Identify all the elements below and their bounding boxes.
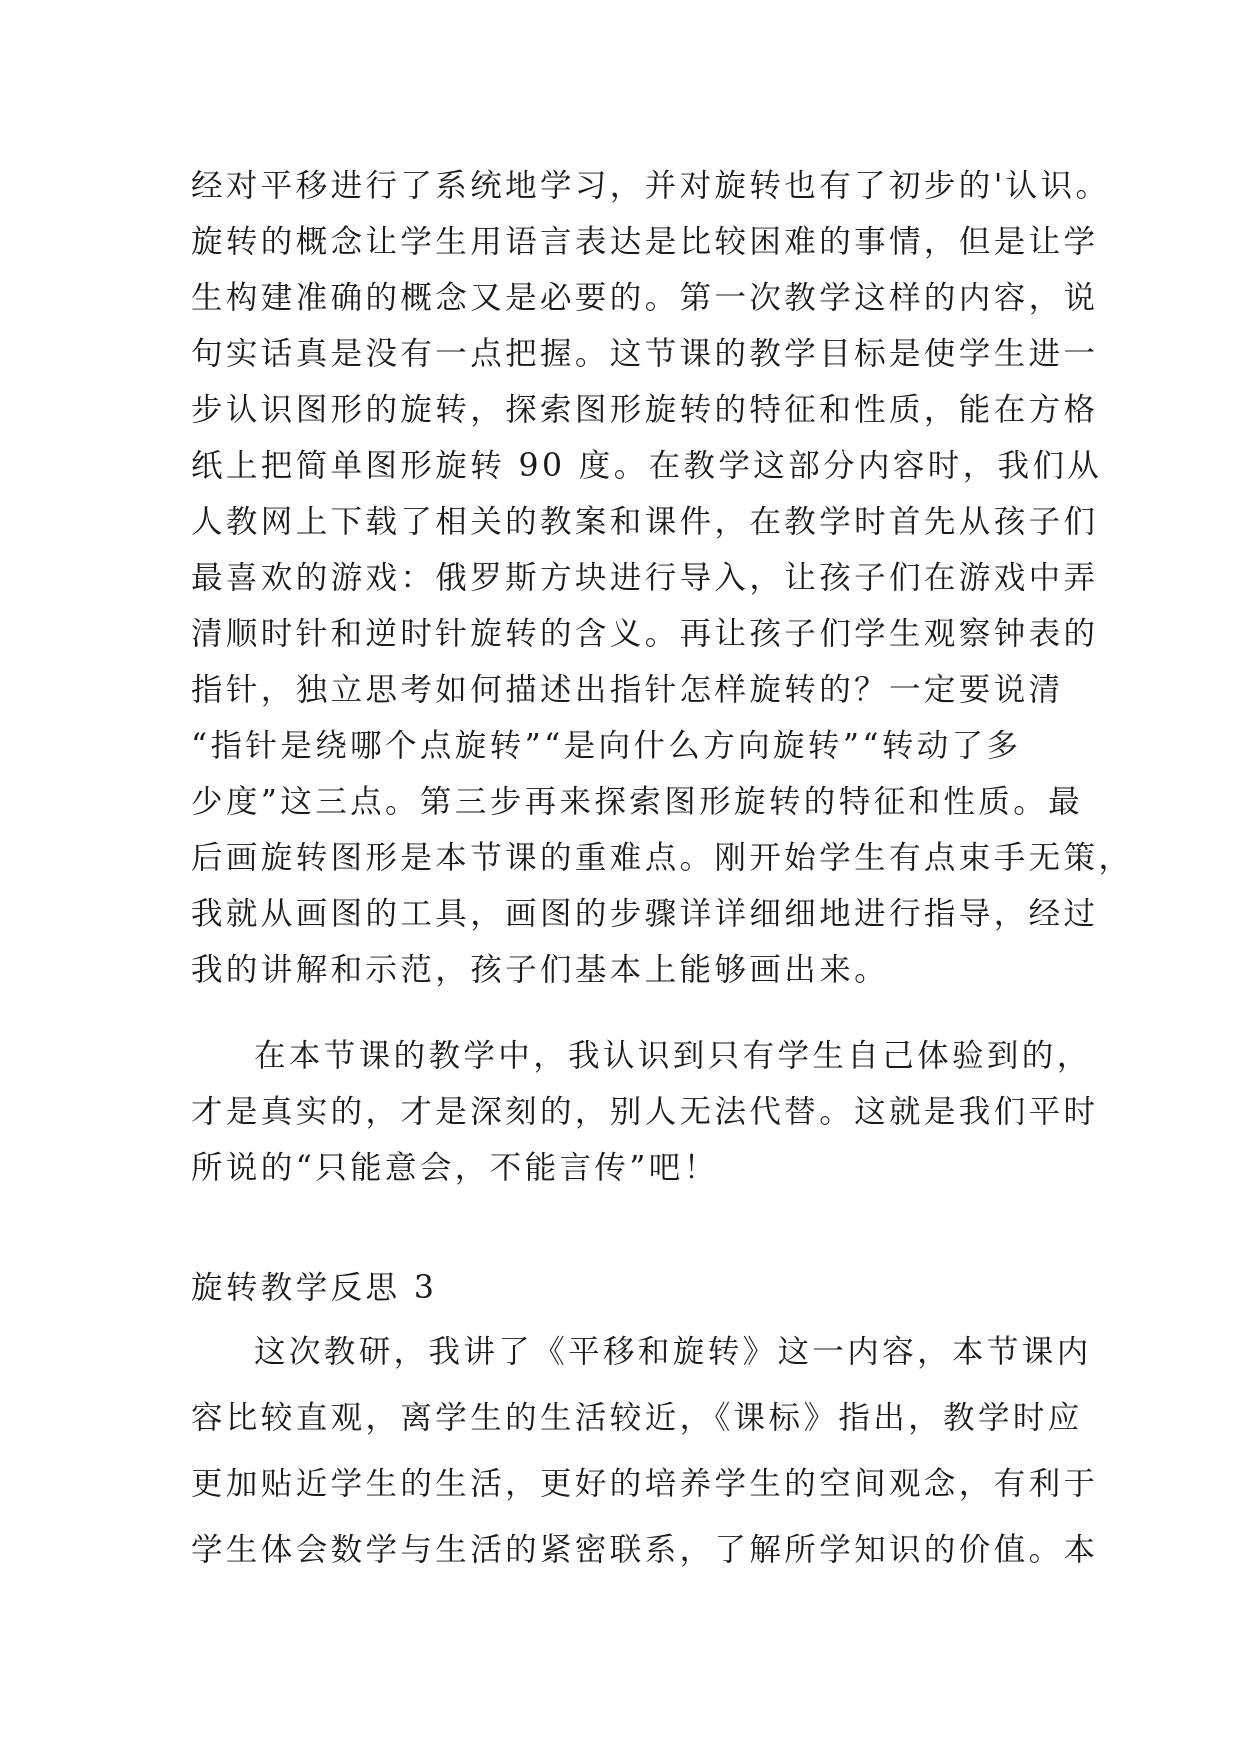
text-line: “指针是绕哪个点旋转”“是向什么方向旋转”“转动了多 <box>191 728 1022 764</box>
text-line: 我就从画图的工具，画图的步骤详详细细地进行指导，经过 <box>191 896 1099 932</box>
text-line: 人教网上下载了相关的教案和课件，在教学时首先从孩子们 <box>191 504 1099 540</box>
text-line: 学生体会数学与生活的紧密联系，了解所学知识的价值。本 <box>191 1532 1099 1568</box>
text-line: 才是真实的，才是深刻的，别人无法代替。这就是我们平时 <box>191 1094 1099 1130</box>
text-line: 经对平移进行了系统地学习，并对旋转也有了初步的'认识。 <box>191 168 1111 204</box>
text-line: 句实话真是没有一点把握。这节课的教学目标是使学生进一 <box>191 336 1099 372</box>
text-line: 纸上把简单图形旋转 90 度。在教学这部分内容时，我们从 <box>191 448 1103 484</box>
text-line: 指针，独立思考如何描述出指针怎样旋转的？一定要说清 <box>191 672 1064 708</box>
text-line: 生构建准确的概念又是必要的。第一次教学这样的内容，说 <box>191 280 1099 316</box>
section-heading: 旋转教学反思 3 <box>191 1270 438 1306</box>
text-line: 所说的“只能意会，不能言传”吧！ <box>191 1150 719 1186</box>
text-line: 清顺时针和逆时针旋转的含义。再让孩子们学生观察钟表的 <box>191 616 1099 652</box>
text-line: 旋转的概念让学生用语言表达是比较困难的事情，但是让学 <box>191 224 1099 260</box>
text-line: 后画旋转图形是本节课的重难点。刚开始学生有点束手无策， <box>191 840 1134 876</box>
text-line: 在本节课的教学中，我认识到只有学生自己体验到的， <box>254 1038 1092 1074</box>
text-line: 少度”这三点。第三步再来探索图形旋转的特征和性质。最 <box>191 784 1084 820</box>
text-line: 容比较直观，离学生的生活较近，《课标》指出，教学时应 <box>191 1400 1083 1436</box>
text-line: 更加贴近学生的生活，更好的培养学生的空间观念，有利于 <box>191 1466 1099 1502</box>
text-line: 最喜欢的游戏：俄罗斯方块进行导入，让孩子们在游戏中弄 <box>191 560 1099 596</box>
text-line: 我的讲解和示范，孩子们基本上能够画出来。 <box>191 952 890 988</box>
text-line: 步认识图形的旋转，探索图形旋转的特征和性质，能在方格 <box>191 392 1099 428</box>
text-line: 这次教研，我讲了《平移和旋转》这一内容，本节课内 <box>254 1334 1092 1370</box>
